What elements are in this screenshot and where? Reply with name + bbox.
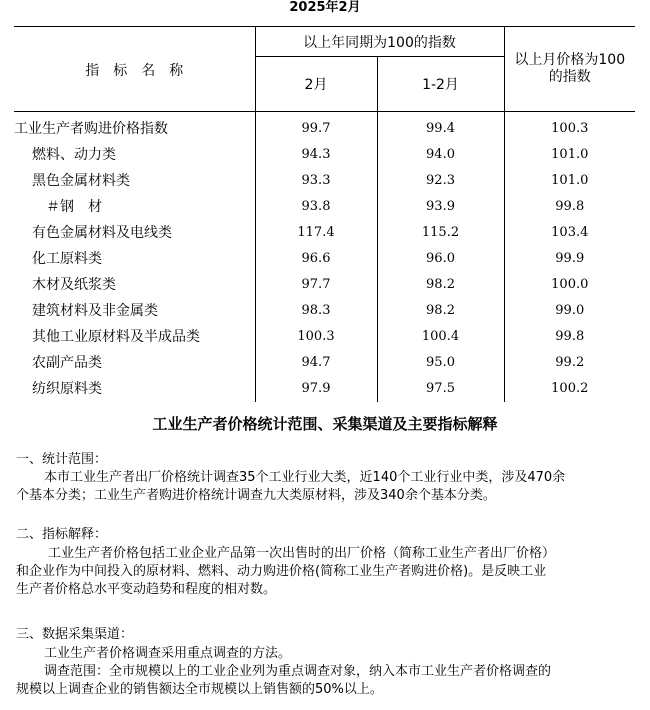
table-row	[14, 112, 635, 143]
row-prev-month-value: 99.9	[504, 246, 635, 272]
row-cumulative-value: 98.2	[377, 272, 504, 298]
table-row	[14, 220, 635, 246]
table-row	[14, 194, 635, 220]
row-month-value: 100.3	[255, 324, 377, 350]
table-row	[14, 246, 635, 272]
row-name: 木材及纸浆类	[32, 277, 116, 293]
row-cumulative-value: 95.0	[377, 350, 504, 376]
header-prev-line2: 的指数	[548, 69, 591, 85]
row-name: 黑色金属材料类	[32, 173, 130, 189]
row-prev-month-value: 101.0	[504, 168, 635, 194]
section-3-heading: 三、数据采集渠道：	[16, 627, 134, 642]
header-prev-line1: 以上月价格为100	[514, 52, 626, 68]
row-prev-month-value: 101.0	[504, 142, 635, 168]
row-cumulative-value: 93.9	[377, 194, 504, 220]
table-row	[14, 298, 635, 324]
row-name: 工业生产者购进价格指数	[14, 121, 168, 137]
row-month-value: 99.7	[255, 112, 377, 143]
row-cumulative-value: 99.4	[377, 112, 504, 143]
section-3-line-3: 规模以上调查企业的销售额达全市规模以上销售额的50%以上。	[16, 682, 383, 697]
section-1-heading: 一、统计范围：	[16, 452, 108, 467]
section-3-line-1: 工业生产者价格调查采用重点调查的方法。	[44, 646, 292, 661]
price-index-table	[14, 26, 635, 402]
row-cumulative-value: 92.3	[377, 168, 504, 194]
table-row	[14, 142, 635, 168]
row-cumulative-value: 115.2	[377, 220, 504, 246]
table-row	[14, 272, 635, 298]
row-cumulative-value: 96.0	[377, 246, 504, 272]
row-prev-month-value: 99.8	[504, 324, 635, 350]
header-year-on-year-group: 以上年同期为100的指数	[255, 27, 504, 57]
row-month-value: 94.7	[255, 350, 377, 376]
row-month-value: 97.9	[255, 376, 377, 402]
table-row	[14, 350, 635, 376]
header-indicator-name: 指标名称	[14, 27, 255, 112]
row-name: 燃料、动力类	[32, 147, 116, 163]
row-month-value: 93.3	[255, 168, 377, 194]
row-prev-month-value: 100.2	[504, 376, 635, 402]
row-month-value: 97.7	[255, 272, 377, 298]
header-month: 2月	[255, 57, 377, 112]
row-prev-month-value: 103.4	[504, 220, 635, 246]
report-date: 2025年2月	[289, 0, 361, 15]
row-cumulative-value: 100.4	[377, 324, 504, 350]
row-month-value: 94.3	[255, 142, 377, 168]
notes-title: 工业生产者价格统计范围、采集渠道及主要指标解释	[152, 415, 498, 433]
header-cumulative: 1-2月	[377, 57, 504, 112]
row-cumulative-value: 97.5	[377, 376, 504, 402]
row-month-value: 98.3	[255, 298, 377, 324]
row-prev-month-value: 99.0	[504, 298, 635, 324]
table-row	[14, 168, 635, 194]
section-2-line-1: 工业生产者价格包括工业企业产品第一次出售时的出厂价格（简称工业生产者出厂价格）	[48, 546, 556, 561]
table-row	[14, 376, 635, 402]
row-name: 化工原料类	[32, 251, 102, 267]
row-name: ＃钢 材	[46, 199, 102, 215]
row-month-value: 96.6	[255, 246, 377, 272]
header-month-on-month	[504, 27, 635, 112]
row-name: 其他工业原材料及半成品类	[32, 329, 200, 345]
section-1-line-2: 个基本分类；工业生产者购进价格统计调查九大类原材料，涉及340余个基本分类。	[16, 488, 496, 503]
row-name: 纺织原料类	[32, 381, 102, 397]
row-cumulative-value: 98.2	[377, 298, 504, 324]
row-prev-month-value: 100.3	[504, 112, 635, 143]
row-name: 建筑材料及非金属类	[32, 303, 158, 319]
section-2-heading: 二、指标解释：	[16, 527, 108, 542]
table-row	[14, 324, 635, 350]
row-month-value: 117.4	[255, 220, 377, 246]
row-prev-month-value: 99.2	[504, 350, 635, 376]
section-3-line-2: 调查范围：全市规模以上的工业企业列为重点调查对象，纳入本市工业生产者价格调查的	[44, 664, 552, 679]
row-prev-month-value: 100.0	[504, 272, 635, 298]
section-2-line-2: 和企业作为中间投入的原材料、燃料、动力购进价格(简称工业生产者购进价格)。是反映工业	[16, 564, 547, 579]
row-name: 农副产品类	[32, 355, 102, 371]
row-month-value: 93.8	[255, 194, 377, 220]
section-1-line-1: 本市工业生产者出厂价格统计调查35个工业行业大类，近140个工业行业中类，涉及470余	[44, 470, 566, 485]
row-prev-month-value: 99.8	[504, 194, 635, 220]
row-name: 有色金属材料及电线类	[32, 225, 172, 241]
row-cumulative-value: 94.0	[377, 142, 504, 168]
section-2-line-3: 生产者价格总水平变动趋势和程度的相对数。	[16, 582, 277, 597]
